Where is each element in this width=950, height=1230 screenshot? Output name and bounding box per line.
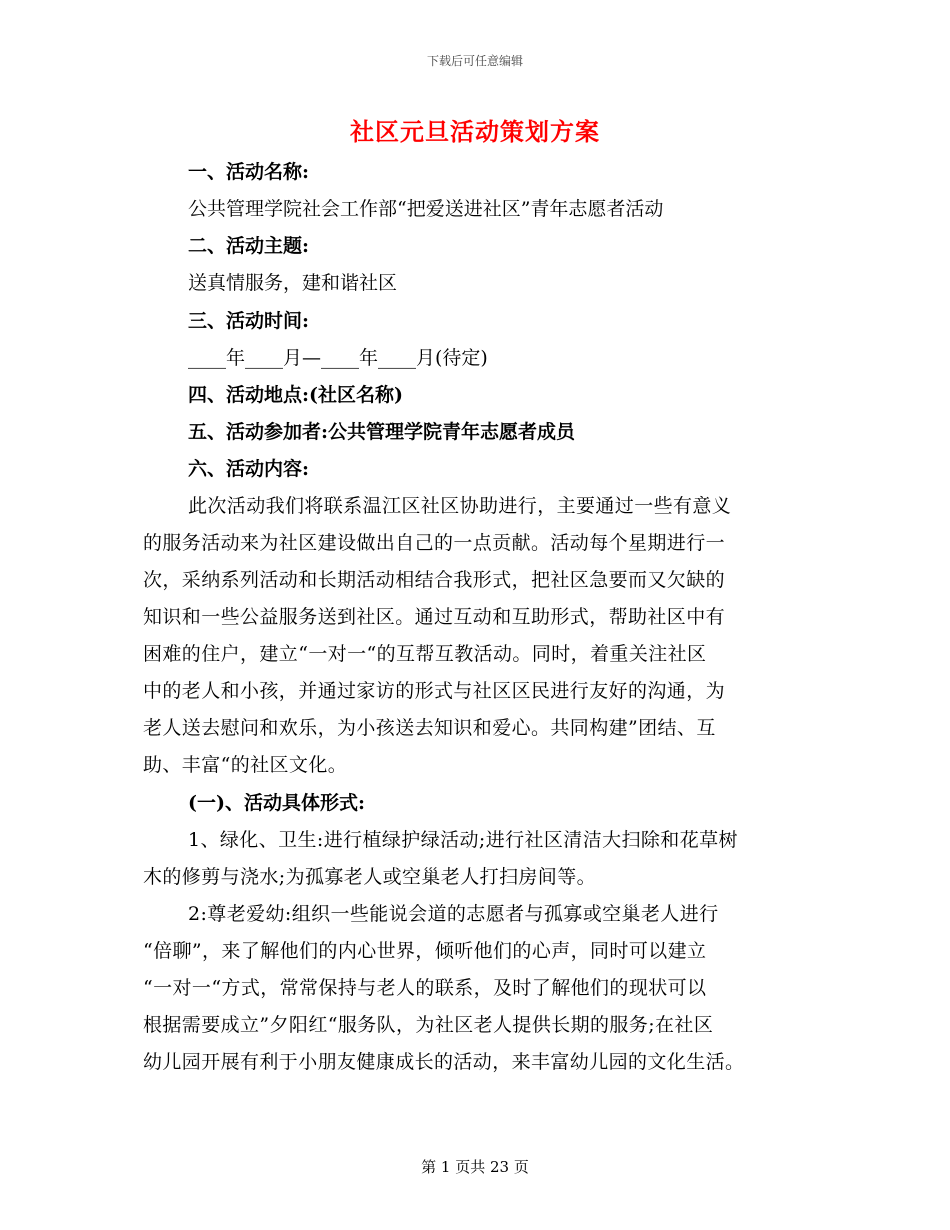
header-note: 下载后可任意编辑 bbox=[426, 54, 523, 68]
section-text-time: ____年____月—____年____月(待定) bbox=[188, 347, 488, 369]
item2-line: 2:尊老爱幼:组织一些能说会道的志愿者与孤寡或空巢老人进行 bbox=[188, 903, 719, 925]
content-paragraph-line: 助、丰富“的社区文化。 bbox=[143, 754, 348, 776]
item2-line: 幼儿园开展有利于小朋友健康成长的活动，来丰富幼儿园的文化生活。 bbox=[143, 1051, 745, 1073]
section-text-name: 公共管理学院社会工作部“把爱送进社区”青年志愿者活动 bbox=[188, 198, 664, 220]
content-paragraph-line: 的服务活动来为社区建设做出自己的一点贡献。活动每个星期进行一 bbox=[143, 532, 726, 554]
item1-line: 1、绿化、卫生:进行植绿护绿活动;进行社区清洁大扫除和花草树 bbox=[188, 829, 738, 851]
section-text-theme: 送真情服务，建和谐社区 bbox=[188, 272, 398, 294]
item1-line: 木的修剪与浇水;为孤寡老人或空巢老人打扫房间等。 bbox=[143, 866, 597, 888]
section-heading-name: 一、活动名称: bbox=[188, 161, 310, 183]
section-heading-theme: 二、活动主题: bbox=[188, 235, 310, 257]
content-paragraph-line: 次，采纳系列活动和长期活动相结合我形式，把社区急要而又欠缺的 bbox=[143, 569, 726, 591]
section-heading-participants: 五、活动参加者:公共管理学院青年志愿者成员 bbox=[188, 421, 576, 443]
page-footer: 第 1 页共 23 页 bbox=[421, 1158, 529, 1176]
document-title: 社区元旦活动策划方案 bbox=[350, 117, 600, 146]
item2-line: 根据需要成立”夕阳红“服务队，为社区老人提供长期的服务;在社区 bbox=[143, 1014, 714, 1036]
content-paragraph-line: 困难的住户，建立“一对一“的互帮互教活动。同时，着重关注社区 bbox=[143, 643, 707, 665]
content-paragraph-line: 此次活动我们将联系温江区社区协助进行，主要通过一些有意义 bbox=[188, 495, 732, 517]
subsection-heading-forms: (一)、活动具体形式: bbox=[188, 792, 365, 814]
section-heading-time: 三、活动时间: bbox=[188, 310, 310, 332]
content-paragraph-line: 中的老人和小孩，并通过家访的形式与社区区民进行友好的沟通，为 bbox=[143, 680, 726, 702]
section-heading-content: 六、活动内容: bbox=[188, 458, 310, 480]
content-paragraph-line: 知识和一些公益服务送到社区。通过互动和互助形式，帮助社区中有 bbox=[143, 606, 726, 628]
item2-line: “一对一“方式，常常保持与老人的联系，及时了解他们的现状可以 bbox=[143, 977, 707, 999]
section-heading-location: 四、活动地点:(社区名称) bbox=[188, 384, 403, 406]
content-paragraph-line: 老人送去慰问和欢乐，为小孩送去知识和爱心。共同构建”团结、互 bbox=[143, 717, 716, 739]
item2-line: “倍聊”，来了解他们的内心世界，倾听他们的心声，同时可以建立 bbox=[143, 940, 707, 962]
